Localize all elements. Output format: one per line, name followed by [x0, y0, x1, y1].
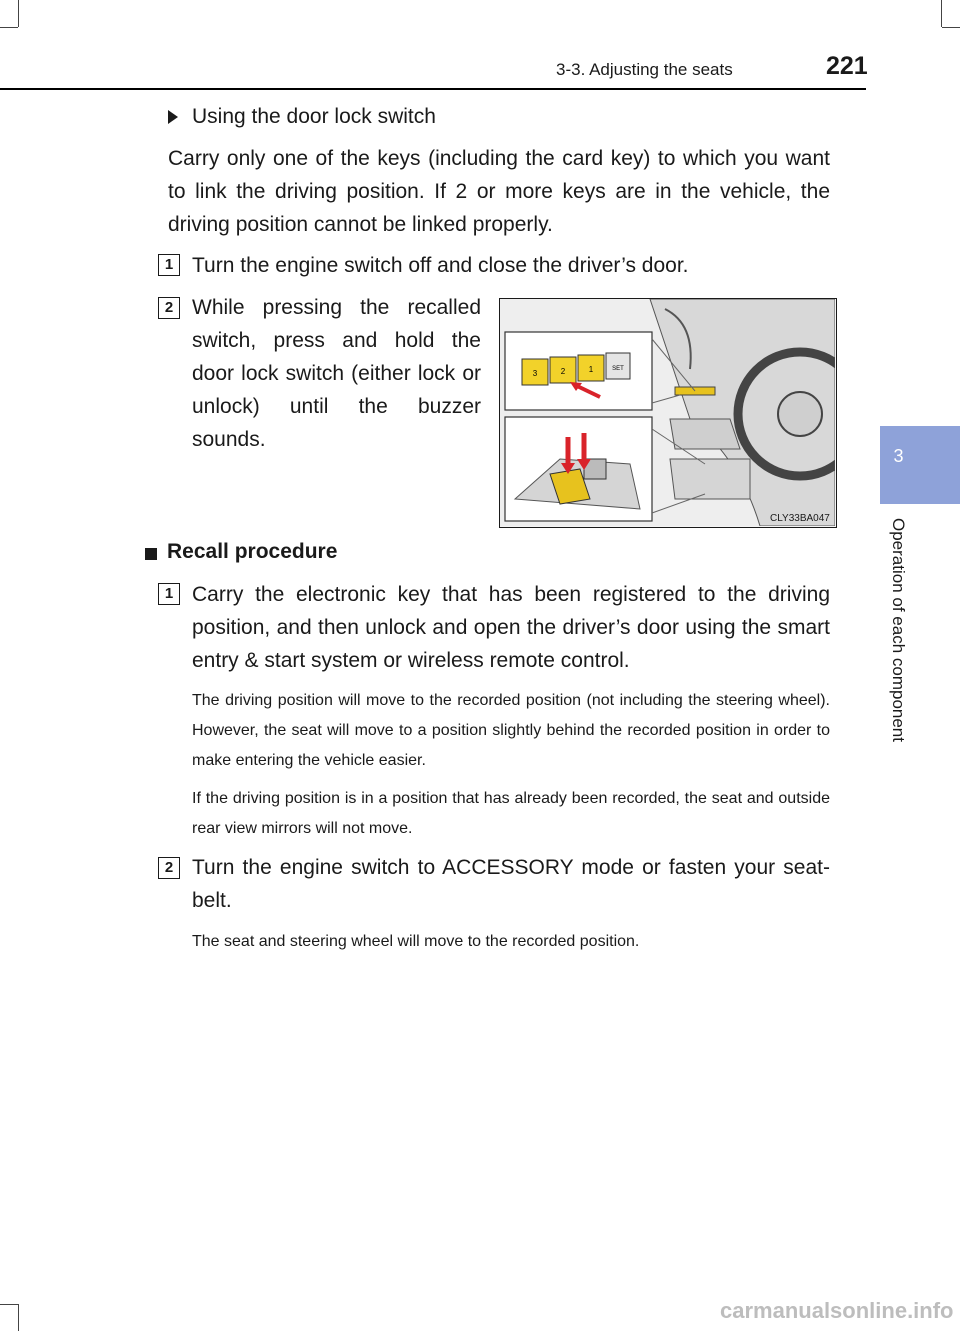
step-number-badge: 1 [158, 583, 180, 605]
crop-mark [0, 1304, 18, 1305]
section-heading: Recall procedure [167, 540, 338, 563]
square-bullet-icon [145, 548, 157, 560]
triangle-bullet-icon [168, 110, 178, 124]
step-note: The driving position will move to the recorded position (not including the steering wheel). However, the seat will move to a position slightly behind the recorded position in order to make entering the vehicle easier. [192, 692, 830, 769]
step-number-badge: 2 [158, 857, 180, 879]
step-text: Turn the engine switch off and close the driver’s door. [192, 254, 689, 277]
chapter-number: 3 [893, 446, 904, 466]
header-rule [0, 88, 866, 90]
figure-button-label: SET [612, 366, 624, 372]
step-note: The seat and steering wheel will move to the recorded position. [192, 933, 640, 950]
figure-button-label: 3 [532, 369, 538, 378]
figure-button-label: 2 [560, 367, 566, 376]
step-text: Carry the electronic key that has been registered to the driving position, and then unlock and open the driver’s door using the smart entry & start system or wireless remote control. [192, 583, 830, 672]
chapter-label: Operation of each component [889, 518, 908, 742]
step-number-badge: 1 [158, 254, 180, 276]
step-text: Turn the engine switch to ACCESSORY mode or fasten your seat-belt. [192, 856, 830, 912]
subsection-title: Using the door lock switch [192, 105, 436, 128]
door-switch-figure [499, 298, 837, 528]
page-number: 221 [826, 52, 868, 80]
crop-mark [0, 27, 18, 28]
intro-paragraph: Carry only one of the keys (including the card key) to which you want to link the driving position. If 2 or more keys are in the vehicle, the driving position cannot be linked properly. [168, 147, 830, 236]
door-panel-illustration [500, 299, 835, 526]
figure-button-label: 1 [588, 365, 594, 374]
figure-code: CLY33BA047 [770, 513, 830, 524]
crop-mark [941, 0, 942, 27]
crop-mark [18, 1304, 19, 1331]
crop-mark [942, 27, 960, 28]
step-number-badge: 2 [158, 297, 180, 319]
step-note: If the driving position is in a position that has already been recorded, the seat and outside rear view mirrors will not move. [192, 790, 830, 837]
section-title: 3-3. Adjusting the seats [556, 60, 733, 79]
watermark: carmanualsonline.info [720, 1298, 954, 1323]
crop-mark [18, 0, 19, 27]
step-text: While pressing the recalled switch, press and hold the door lock switch (either lock or unlock) until the buzzer sounds. [192, 296, 481, 451]
